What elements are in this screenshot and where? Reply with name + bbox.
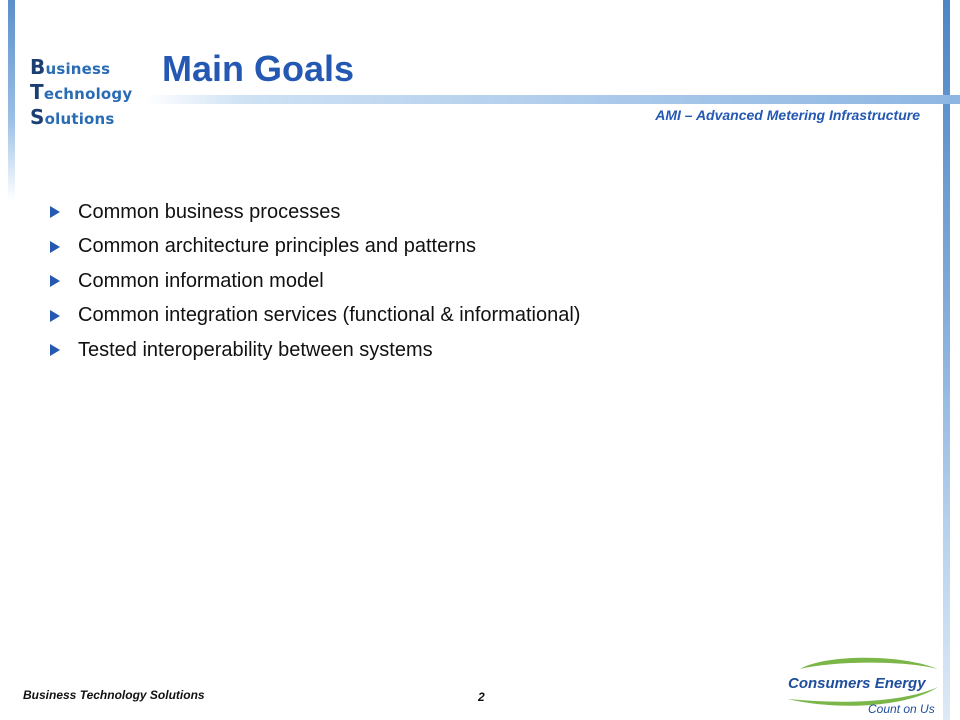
triangle-bullet-icon [50, 310, 60, 322]
bullet-item [50, 333, 580, 368]
triangle-bullet-icon [50, 344, 60, 356]
left-accent-bar [8, 0, 15, 200]
bullet-text: Common information model [78, 269, 324, 292]
consumers-energy-logo [778, 655, 943, 717]
logo-line-business: Business [30, 55, 111, 79]
bullet-item [50, 230, 580, 265]
triangle-bullet-icon [50, 275, 60, 287]
bullet-item [50, 264, 580, 299]
logo-line-technology: Technology [30, 80, 133, 104]
triangle-bullet-icon [50, 206, 60, 218]
triangle-bullet-icon [50, 241, 60, 253]
bullet-item [50, 195, 580, 230]
footer-org-name: Business Technology Solutions [23, 688, 205, 702]
bullet-text: Common integration services (functional & informational) [78, 304, 581, 327]
brand-tagline: Count on Us [868, 702, 935, 716]
slide-title: Main Goals [162, 48, 355, 89]
brand-name: Consumers Energy [788, 675, 926, 692]
bullet-list [50, 195, 580, 368]
bullet-text: Common architecture principles and patterns [78, 235, 476, 258]
page-number: 2 [478, 690, 485, 704]
slide-subtitle: AMI – Advanced Metering Infrastructure [655, 107, 920, 123]
bts-logo [30, 56, 132, 131]
logo-line-solutions: Solutions [30, 105, 115, 129]
bullet-item [50, 299, 580, 334]
bullet-text: Tested interoperability between systems [78, 338, 433, 361]
logo-swoosh-top [800, 658, 938, 669]
bullet-text: Common business processes [78, 200, 341, 223]
header-band [145, 95, 960, 104]
right-accent-bar [943, 0, 950, 720]
